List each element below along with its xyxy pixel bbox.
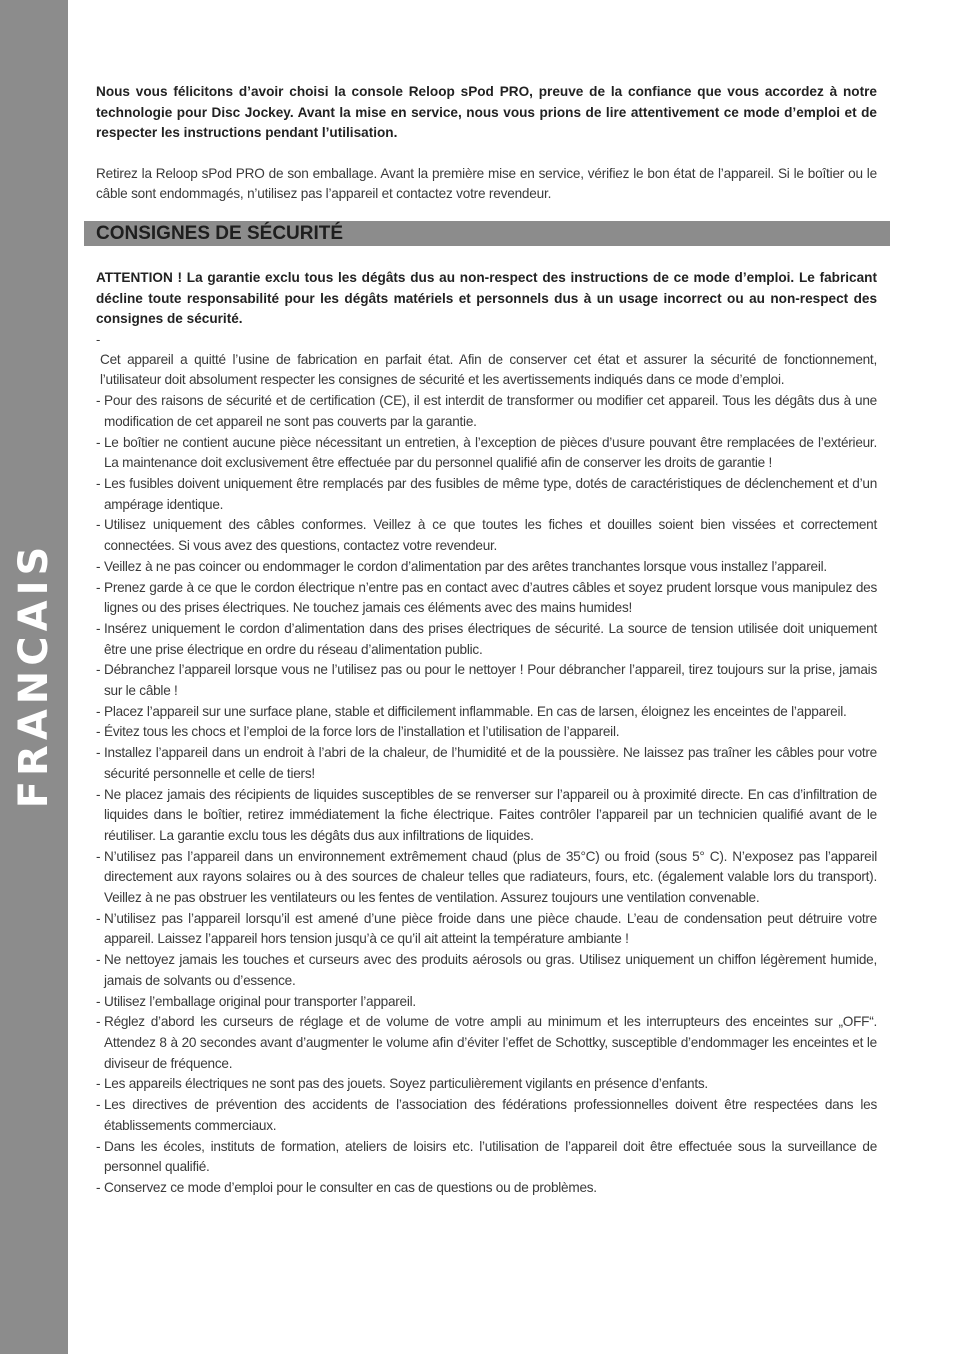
rule-text: Les appareils électriques ne sont pas des jouets. Soyez particulièrement vigilants en présence d’enfants. — [104, 1076, 708, 1092]
list-item — [96, 557, 877, 578]
list-item — [96, 578, 877, 619]
list-item — [96, 619, 877, 660]
bullet-dash: - — [96, 786, 101, 802]
bullet-dash: - — [96, 662, 101, 678]
bullet-dash: - — [96, 517, 101, 533]
intro-block — [96, 82, 877, 205]
rule-text: Insérez uniquement le cordon d’alimentation dans des prises électriques de sécurité. La source de tension utilisée doit uniquement être une prise électrique en ordre du réseau d’alimentation public. — [104, 620, 877, 657]
list-item — [96, 1137, 877, 1178]
rule-text: Évitez tous les chocs et l’emploi de la force lors de l’installation et l’utilisation de l’appareil. — [104, 724, 620, 740]
list-item — [96, 847, 877, 909]
bullet-dash: - — [96, 579, 101, 595]
section-heading: CONSIGNES DE SÉCURITÉ — [84, 221, 890, 246]
bullet-dash: - — [96, 993, 101, 1009]
rule-text: Cet appareil a quitté l’usine de fabrication en parfait état. Afin de conserver cet état et assurer la sécurité de fonctionnement, l’utilisateur doit absolument respecter les consignes de sécurité et les avertissements indiqués dans ce mode d’emploi. — [100, 351, 877, 388]
list-item — [96, 743, 877, 784]
bullet-dash: - — [96, 620, 101, 636]
bullet-dash: - — [96, 1076, 101, 1092]
rule-text: Réglez d’abord les curseurs de réglage et de volume de votre ampli au minimum et les interrupteurs des enceintes sur „OFF“. Attendez 8 à 20 secondes avant d’augmenter le volume afin d’éviter l’effet de Schottky, susceptible d’endommager les enceintes et le diviseur de fréquence. — [104, 1014, 877, 1071]
bullet-dash: - — [96, 1138, 101, 1154]
unpacking-paragraph: Retirez la Reloop sPod PRO de son emballage. Avant la première mise en service, vérifiez le bon état de l’appareil. Si le boîtier ou le câble sont endommagés, n’utilisez pas l’appareil et contactez votre revendeur. — [96, 165, 877, 202]
rule-text: Utilisez uniquement des câbles conformes. Veillez à ce que toutes les fiches et douilles soient bien vissées et correctement connectées. Si vous avez des questions, contactez votre revendeur. — [104, 517, 877, 554]
language-sidebar — [0, 0, 68, 1354]
rule-text: Veillez à ne pas coincer ou endommager le cordon d’alimentation par des arêtes tranchantes lorsque vous installez l’appareil. — [104, 558, 827, 574]
list-item — [96, 722, 877, 743]
bullet-dash: - — [96, 848, 101, 864]
list-item — [96, 950, 877, 991]
rule-text: N’utilisez pas l’appareil dans un environnement extrêmement chaud (plus de 35°C) ou froid (sous 5° C). N’exposez pas l’appareil directement aux rayons solaires ou à des sources de chaleur telles que radiateurs, fours, etc. (également valable lors du transport). Veillez à ne pas obstruer les ventilateurs ou les fentes de ventilation. Assurez toujours une ventilation convenable. — [104, 848, 877, 906]
rule-text: Conservez ce mode d’emploi pour le consulter en cas de questions ou de problèmes. — [104, 1179, 597, 1195]
bullet-dash: - — [96, 910, 101, 926]
list-item — [96, 515, 877, 556]
separator-dash: - — [96, 331, 101, 347]
rule-text: Dans les écoles, instituts de formation, ateliers de loisirs etc. l’utilisation de l’appareil doit être effectuée sous la surveillance de personnel qualifié. — [104, 1138, 877, 1175]
rule-text: N’utilisez pas l’appareil lorsqu’il est amené d’une pièce froide dans une pièce chaude. L’eau de condensation peut détruire votre appareil. Laissez l’appareil hors tension jusqu’à ce qu’il ait atteint la température ambiante ! — [104, 910, 877, 947]
bullet-dash: - — [96, 1179, 101, 1195]
rule-text: Pour des raisons de sécurité et de certification (CE), il est interdit de transformer ou modifier cet appareil. Tous les dégâts dus à une modification de cet appareil ne sont pas couverts par la garantie. — [104, 393, 877, 429]
bullet-dash: - — [96, 1097, 101, 1113]
language-label: FRANCAIS — [11, 541, 57, 809]
bullet-dash: - — [96, 1014, 101, 1030]
rule-text: Prenez garde à ce que le cordon électrique n’entre pas en contact avec d’autres câbles et soyez prudent lorsque vous manipulez des lignes ou des prises électriques. Ne touchez jamais ces éléments avec des mains humides! — [104, 579, 877, 616]
list-item — [96, 391, 877, 432]
rule-text: Les directives de prévention des accidents de l’association des fédérations professionnelles doivent être respectées dans les établissements commerciaux. — [104, 1097, 877, 1133]
safety-rules-list — [96, 350, 877, 1199]
list-item — [96, 474, 877, 515]
list-item — [96, 1095, 877, 1136]
list-item — [96, 702, 877, 723]
list-item — [96, 660, 877, 701]
bullet-dash: - — [96, 724, 101, 740]
list-item — [96, 433, 877, 474]
rule-text: Ne placez jamais des récipients de liquides susceptibles de se renverser sur l’appareil ou à proximité directe. En cas d’infiltration de liquides dans le boîtier, retirez immédiatement la fiche électrique. Faites contrôler l’appareil par un technicien qualifié avant de le réutiliser. La garantie exclu tous les dégâts dus aux infiltrations de liquides. — [104, 786, 877, 843]
rule-text: Débranchez l’appareil lorsque vous ne l’utilisez pas ou pour le nettoyer ! Pour débrancher l’appareil, tirez toujours sur la prise, jamais sur le câble ! — [104, 662, 877, 699]
warning-paragraph: ATTENTION ! La garantie exclu tous les dégâts dus au non-respect des instructions de ce mode d’emploi. Le fabricant décline toute responsabilité pour les dégâts matériels et personnels dus à un usage incorrect ou au non-respect des consignes de sécurité. — [96, 270, 877, 327]
bullet-dash: - — [96, 558, 101, 574]
list-item — [96, 992, 877, 1013]
bullet-dash: - — [96, 745, 101, 761]
list-item — [96, 909, 877, 950]
bullet-dash: - — [96, 703, 101, 719]
list-item — [96, 785, 877, 847]
bullet-dash: - — [96, 952, 101, 968]
rule-text: Le boîtier ne contient aucune pièce nécessitant un entretien, à l’exception de pièces d’usure pouvant être remplacées de l’extérieur. La maintenance doit exclusivement être effectuée par du personnel qualifié afin de conserver les droits de garantie ! — [104, 434, 877, 471]
list-item — [96, 1178, 877, 1199]
safety-block — [96, 268, 877, 1199]
rule-text: Les fusibles doivent uniquement être remplacés par des fusibles de même type, dotés de caractéristiques de déclenchement et d’un ampérage identique. — [104, 476, 877, 512]
rule-text: Installez l’appareil dans un endroit à l’abri de la chaleur, de l’humidité et de la poussière. Ne laissez pas traîner les câbles pour votre sécurité personnelle et celle de tiers! — [104, 745, 877, 781]
list-item — [96, 1012, 877, 1074]
bullet-dash: - — [96, 393, 101, 409]
bullet-dash: - — [96, 434, 101, 450]
rule-text: Placez l’appareil sur une surface plane, stable et difficilement inflammable. En cas de larsen, éloignez les enceintes de l’appareil. — [104, 703, 847, 719]
rule-text: Utilisez l’emballage original pour transporter l’appareil. — [104, 993, 416, 1009]
list-item — [96, 1074, 877, 1095]
bullet-dash: - — [96, 476, 101, 491]
rule-text: Ne nettoyez jamais les touches et curseurs avec des produits aérosols ou gras. Utilisez uniquement un chiffon légèrement humide, jamais de solvants ou d’essence. — [104, 952, 877, 988]
intro-paragraph: Nous vous félicitons d’avoir choisi la console Reloop sPod PRO, preuve de la confiance que vous accordez à notre technologie pour Disc Jockey. Avant la mise en service, nous vous prions de lire attentivement ce mode d’emploi et de respecter les instructions pendant l’utilisation. — [96, 84, 877, 141]
list-item — [96, 350, 877, 391]
